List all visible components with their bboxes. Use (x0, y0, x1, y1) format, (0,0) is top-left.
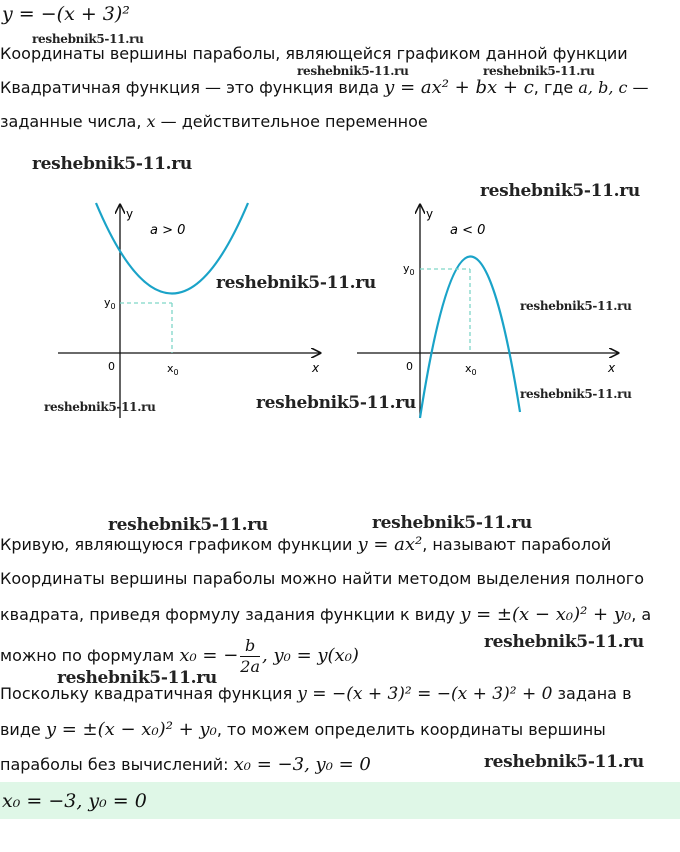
definition-text-2: , где (533, 78, 574, 97)
fraction-b-2a (240, 636, 260, 677)
watermark: reshebnik5-11.ru (32, 154, 192, 174)
condition-a-negative: a < 0 (450, 223, 486, 238)
variable-x: x (146, 112, 156, 131)
watermark: reshebnik5-11.ru (32, 32, 144, 46)
solution-line-2 (0, 720, 606, 740)
watermark: reshebnik5-11.ru (108, 515, 268, 535)
watermark: reshebnik5-11.ru (484, 752, 644, 772)
definition-dash: — (632, 78, 649, 97)
method-text-2: квадрата, приведя формулу задания функции к виду (0, 605, 456, 624)
question-text: Координаты вершины параболы, являющейся графиком данной функции (0, 44, 628, 63)
watermark: reshebnik5-11.ru (520, 387, 632, 401)
x0-label-left: $x_0$ (167, 362, 179, 377)
solution-end-1: задана в (557, 684, 632, 703)
method-line-1: Координаты вершины параболы можно найти методом выделения полного (0, 569, 644, 588)
parabola-definition (0, 535, 611, 555)
definition-line-2 (0, 112, 428, 132)
y0-label-right: $y_0$ (403, 262, 415, 277)
parabola-text-1: Кривую, являющуюся графиком функции (0, 535, 353, 554)
x-axis-label-right: x (608, 361, 616, 375)
y0-formula: , y₀ = y(x₀) (262, 645, 359, 666)
solution-line-3 (0, 755, 371, 775)
graph-a-positive (58, 203, 320, 418)
parabola-down (420, 256, 520, 418)
solution-formula-1: y = −(x + 3)² = −(x + 3)² + 0 (297, 684, 553, 704)
solution-text-2: виде (0, 720, 41, 739)
x0-label-right: $x_0$ (465, 362, 477, 377)
watermark: reshebnik5-11.ru (484, 632, 644, 652)
definition-text-4: заданные числа, (0, 112, 142, 131)
definition-text-1: Квадратичная функция — это функция вида (0, 78, 380, 97)
definition-text-5: — действительное переменное (160, 112, 428, 131)
watermark: reshebnik5-11.ru (216, 273, 376, 293)
answer-value: x₀ = −3, y₀ = 0 (2, 790, 147, 812)
solution-text-3: параболы без вычислений: (0, 755, 229, 774)
watermark: reshebnik5-11.ru (297, 64, 409, 78)
watermark: reshebnik5-11.ru (256, 393, 416, 413)
quadratic-general-formula: y = ax² + bx + c (384, 77, 534, 98)
vertex-form-formula: y = ±(x − x₀)² + y₀ (460, 604, 632, 625)
origin-label-right: 0 (406, 360, 413, 373)
watermark: reshebnik5-11.ru (57, 668, 217, 688)
method-text-3: можно по формулам (0, 646, 175, 665)
solution-end-2: , то можем определить координаты вершины (216, 720, 606, 739)
y0-label-left: $y_0$ (104, 296, 116, 311)
watermark: reshebnik5-11.ru (44, 400, 156, 414)
x0-formula-lhs: x₀ = − (179, 645, 239, 666)
condition-a-positive: a > 0 (150, 223, 186, 238)
function-formula: y = −(x + 3)² (2, 3, 130, 25)
watermark: reshebnik5-11.ru (372, 513, 532, 533)
y-axis-label-left: y (126, 207, 134, 221)
fraction-numerator: b (240, 636, 260, 657)
answer-box (0, 782, 680, 819)
solution-text-1: Поскольку квадратичная функция (0, 684, 293, 703)
watermark: reshebnik5-11.ru (483, 64, 595, 78)
origin-label-left: 0 (108, 360, 115, 373)
parabola-text-2: , называют параболой (422, 535, 612, 554)
method-line-2 (0, 605, 651, 625)
watermark: reshebnik5-11.ru (480, 181, 640, 201)
watermark: reshebnik5-11.ru (520, 299, 632, 313)
solution-formula-3: x₀ = −3, y₀ = 0 (233, 754, 371, 775)
coefficient-variables: a, b, c (578, 78, 628, 97)
definition-line-1 (0, 78, 649, 98)
y-axis-label-right: y (426, 207, 434, 221)
x-axis-label-left: x (312, 361, 320, 375)
solution-formula-2: y = ±(x − x₀)² + y₀ (45, 719, 217, 740)
parabola-formula: y = ax² (357, 534, 423, 555)
method-end-2: , а (631, 605, 652, 624)
fraction-denominator: 2a (240, 657, 261, 676)
